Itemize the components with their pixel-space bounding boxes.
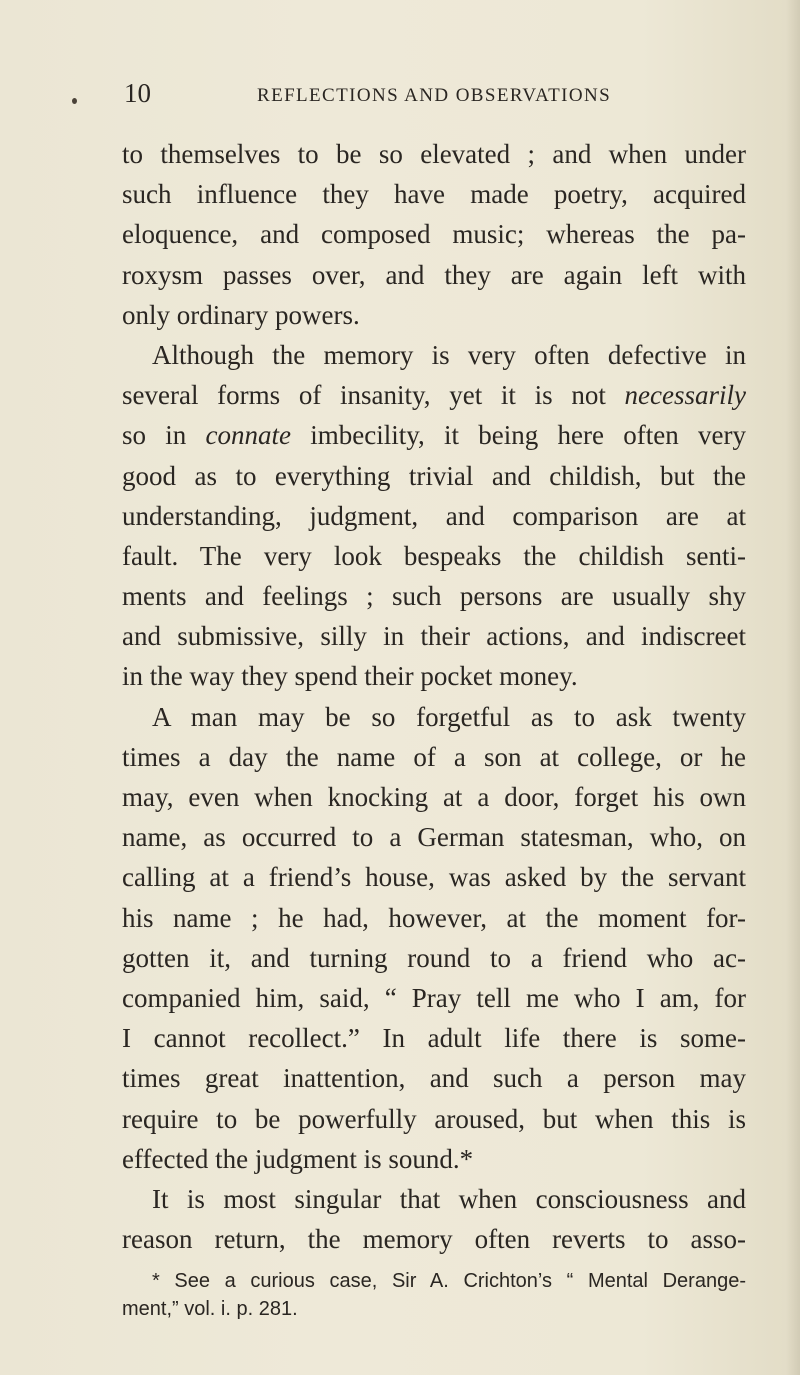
text-line: require to be powerfully aroused, but when this is (122, 1103, 746, 1134)
text-line: good as to everything trivial and childish, but the (122, 460, 746, 491)
text-line: times great inattention, and such a person may (122, 1063, 746, 1094)
text-line: I cannot recollect.” In adult life there is some- (122, 1023, 746, 1054)
page-header (124, 78, 744, 114)
text-line: to themselves to be so elevated ; and when under (122, 139, 746, 169)
text-segment: A man may be so forgetful as to ask twenty (152, 701, 746, 732)
text-segment: Although the memory is very often defective in (152, 339, 746, 370)
text-line: roxysm passes over, and they are again left with (122, 259, 746, 290)
text-line: in the way they spend their pocket money. (122, 661, 578, 692)
text-line: eloquence, and composed music; whereas the pa- (122, 219, 746, 250)
text-line: effected the judgment is sound.* (122, 1143, 474, 1174)
footnote-line (122, 1267, 746, 1295)
ink-speck (72, 98, 77, 104)
text-line (122, 697, 746, 737)
text-line: may, even when knocking at a door, forget his own (122, 782, 746, 812)
text-line: ments and feelings ; such persons are usually shy (122, 581, 746, 612)
text-line: his name ; he had, however, at the moment for- (122, 902, 746, 933)
running-head: REFLECTIONS AND OBSERVATIONS (257, 85, 612, 106)
page-number: 10 (124, 78, 151, 108)
text-segment: imbecility, it being here often very (310, 420, 746, 451)
text-line: name, as occurred to a German statesman, who, on (122, 822, 746, 853)
text-line: companied him, said, “ Pray tell me who I am, for (122, 982, 746, 1013)
text-line (122, 375, 746, 415)
text-line (122, 335, 746, 375)
body-text (122, 134, 746, 1259)
text-line (122, 415, 746, 455)
text-segment: so in (122, 420, 187, 451)
text-line: times a day the name of a son at college, or he (122, 741, 746, 772)
text-segment: several forms of insanity, yet it is not (122, 380, 606, 411)
italic-word: necessarily (624, 380, 746, 411)
text-line: such influence they have made poetry, acquired (122, 179, 746, 210)
text-line: calling at a friend’s house, was asked by the servant (122, 862, 746, 893)
text-line (122, 1179, 746, 1219)
text-line: gotten it, and turning round to a friend who ac- (122, 942, 746, 973)
text-segment: It is most singular that when consciousness and (152, 1183, 746, 1214)
footnote (122, 1267, 746, 1323)
text-line: understanding, judgment, and comparison are at (122, 500, 746, 531)
text-line: fault. The very look bespeaks the childish senti- (122, 540, 746, 571)
footnote-line: ment,” vol. i. p. 281. (122, 1298, 298, 1320)
text-line: reason return, the memory often reverts to asso- (122, 1224, 746, 1255)
italic-word: connate (205, 420, 292, 451)
footnote-text: * See a curious case, Sir A. Crichton’s “ Mental Derange- (152, 1270, 746, 1292)
text-line: and submissive, silly in their actions, and indiscreet (122, 621, 746, 652)
text-line: only ordinary powers. (122, 299, 360, 330)
